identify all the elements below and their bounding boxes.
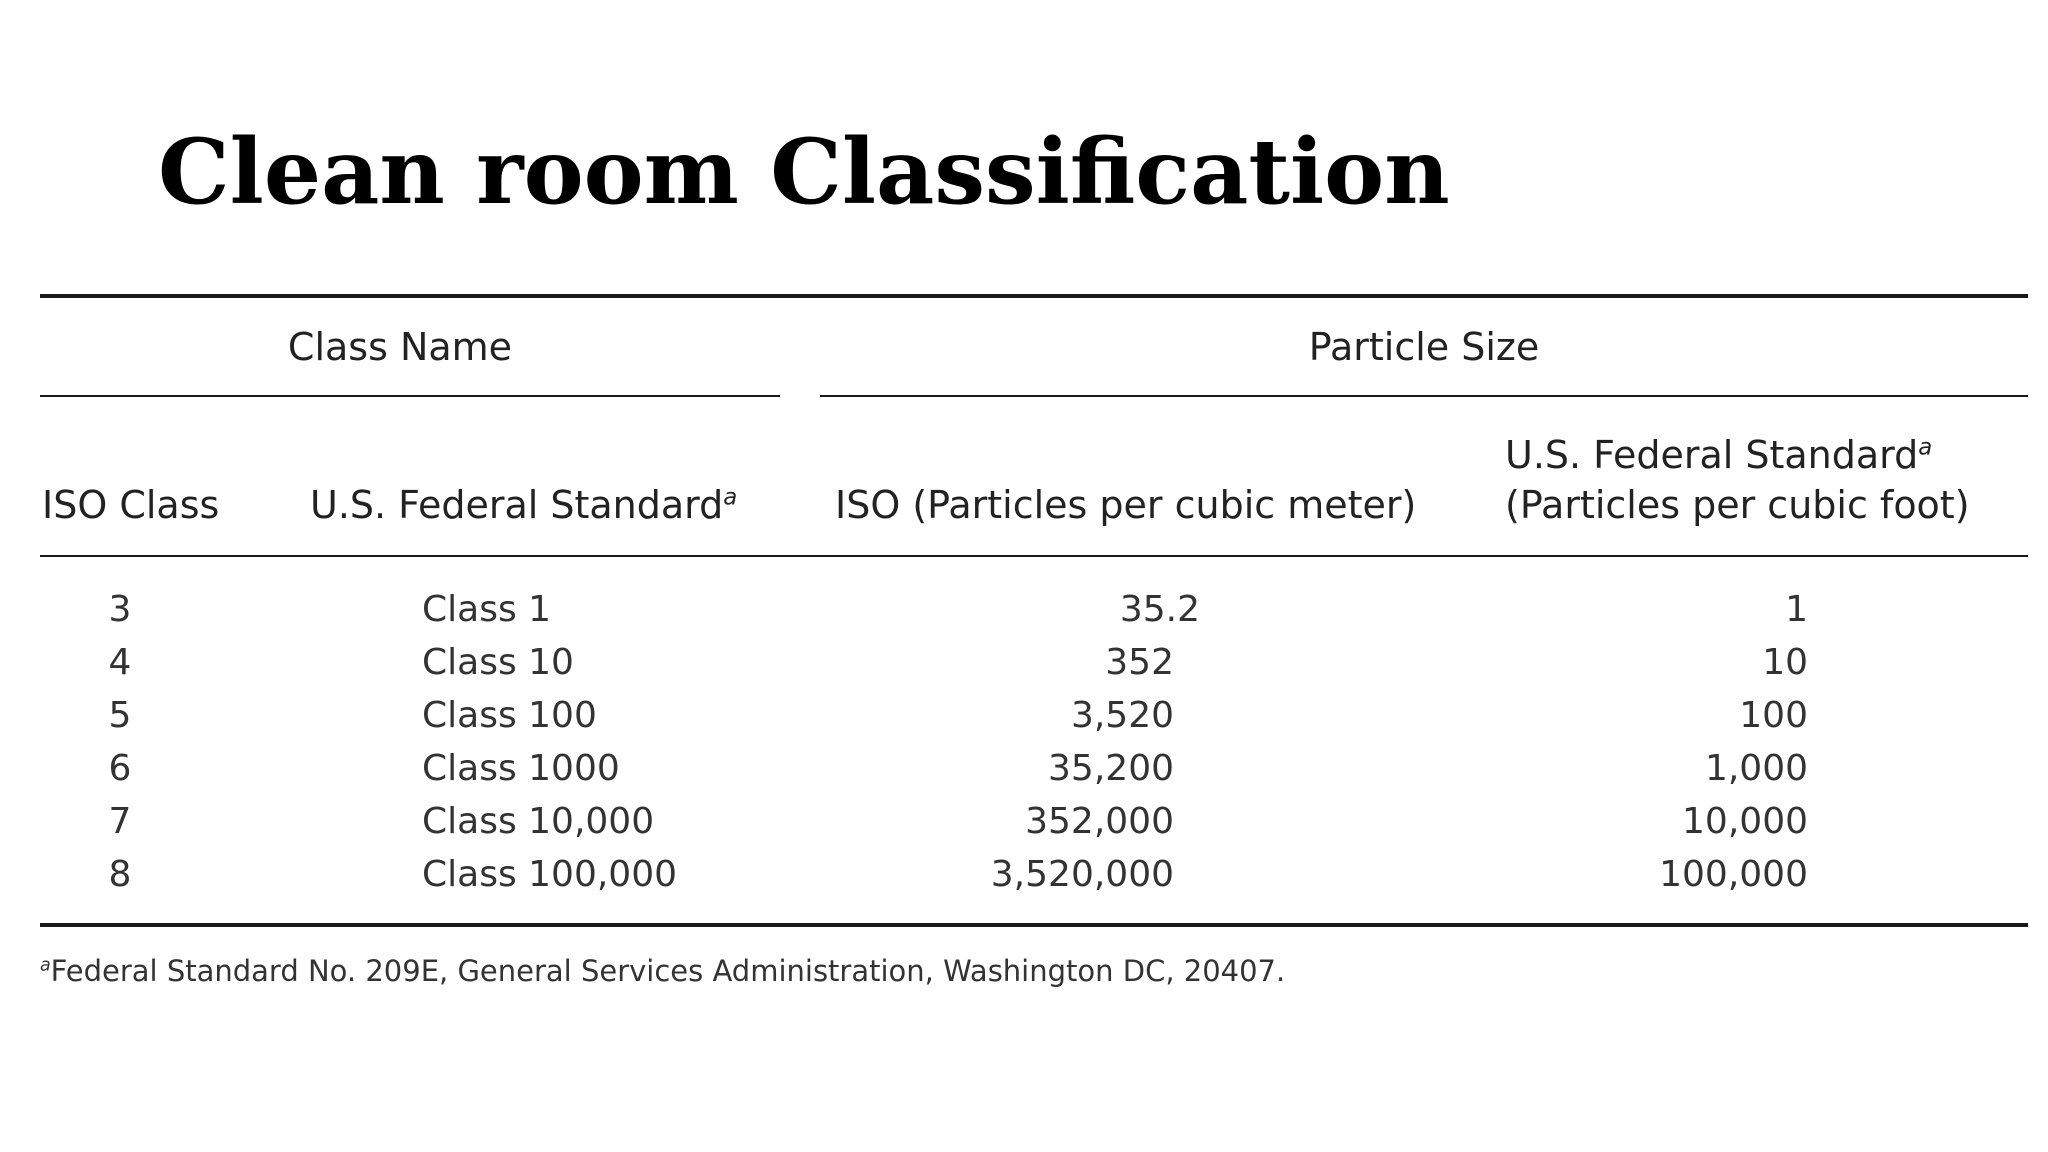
cell-us-class: Class 100 <box>422 695 597 736</box>
group-rule-particle-size <box>820 395 2028 397</box>
cell-us-class: Class 1000 <box>422 748 620 789</box>
cell-iso-particles: 35,200 <box>1048 748 1174 789</box>
table-bottom-rule <box>40 923 2028 927</box>
table-row <box>0 797 2048 850</box>
cell-us-class: Class 1 <box>422 589 552 630</box>
cell-us-particles: 1 <box>1785 589 1808 630</box>
cell-iso-particles: 35.2 <box>1119 589 1200 630</box>
table-top-rule <box>40 294 2028 298</box>
cell-us-class: Class 10,000 <box>422 801 655 842</box>
footnote <box>40 946 1285 996</box>
cell-us-particles: 100 <box>1739 695 1808 736</box>
cell-iso-particles: 352 <box>1105 642 1174 683</box>
table-row <box>0 585 2048 638</box>
cell-iso-particles: 352,000 <box>1025 801 1174 842</box>
cell-iso-class: 5 <box>108 695 132 736</box>
footnote-marker: a <box>1918 434 1933 461</box>
cell-iso-class: 7 <box>108 801 132 842</box>
cell-us-class: Class 100,000 <box>422 854 678 895</box>
group-rule-class-name <box>40 395 780 397</box>
footnote-marker: a <box>40 955 51 976</box>
header-bottom-rule <box>40 555 2028 557</box>
cell-iso-class: 8 <box>108 854 132 895</box>
cell-iso-particles: 3,520,000 <box>990 854 1174 895</box>
column-header-us-particles-line1 <box>1505 430 1970 480</box>
footnote-marker: a <box>723 484 738 511</box>
table-row <box>0 638 2048 691</box>
cell-iso-particles: 3,520 <box>1070 695 1174 736</box>
column-header-iso-particles: ISO (Particles per cubic meter) <box>835 483 1417 527</box>
cell-us-particles: 1,000 <box>1704 748 1808 789</box>
cell-iso-class: 6 <box>108 748 132 789</box>
page-title: Clean room Classification <box>158 119 1450 225</box>
table-row <box>0 691 2048 744</box>
column-header-us-particles-label: U.S. Federal Standard <box>1505 433 1919 477</box>
cell-iso-class: 3 <box>108 589 132 630</box>
column-header-iso-class: ISO Class <box>42 483 220 527</box>
column-header-us-particles-line2: (Particles per cubic foot) <box>1505 483 1970 527</box>
table-row <box>0 850 2048 903</box>
column-header-us-federal-standard-label: U.S. Federal Standard <box>310 483 724 527</box>
cell-us-particles: 10,000 <box>1682 801 1808 842</box>
group-header-particle-size: Particle Size <box>1308 325 1540 369</box>
footnote-text: Federal Standard No. 209E, General Services Administration, Washington DC, 20407. <box>50 954 1286 988</box>
group-header-class-name: Class Name <box>287 325 513 369</box>
column-header-us-particles <box>1505 430 1970 530</box>
cell-iso-class: 4 <box>108 642 132 683</box>
table-row <box>0 744 2048 797</box>
table-body <box>0 585 2048 903</box>
cell-us-particles: 100,000 <box>1659 854 1808 895</box>
cell-us-particles: 10 <box>1762 642 1808 683</box>
cell-us-class: Class 10 <box>422 642 574 683</box>
column-header-us-federal-standard <box>310 480 737 530</box>
